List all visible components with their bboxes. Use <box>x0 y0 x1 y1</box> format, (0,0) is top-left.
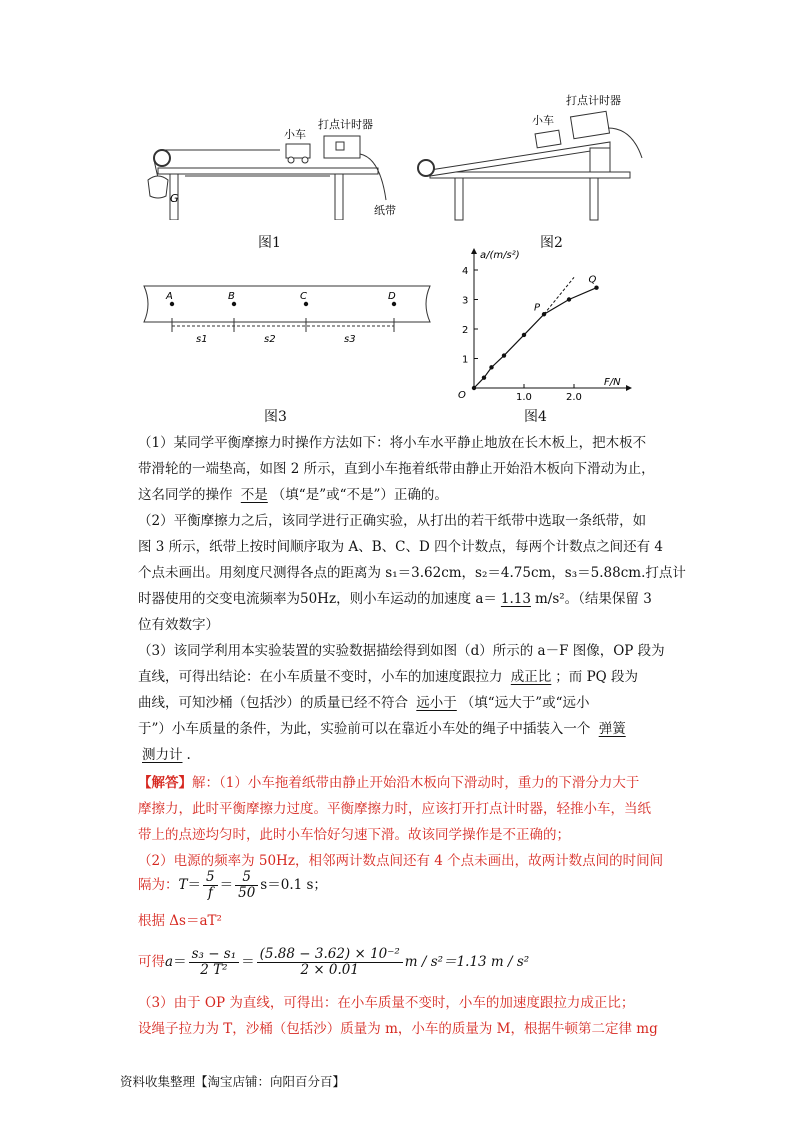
point-b <box>232 302 236 306</box>
timer-label: 打点计时器 <box>566 94 621 107</box>
y-axis-label: a/(m/s²) <box>480 250 520 261</box>
data-point <box>502 353 506 357</box>
label-s2: s2 <box>264 334 276 345</box>
point-c <box>304 302 308 306</box>
label-s3: s3 <box>344 334 356 345</box>
data-point <box>482 375 486 379</box>
cart-label: 小车 <box>284 128 306 141</box>
q2-line-1: （2）平衡摩擦力之后，该同学进行正确实验，从打出的若干纸带中选取一条纸带，如 <box>138 513 647 529</box>
x-axis-label: F/N <box>604 377 621 388</box>
solution-line-3: 带上的点迹均匀时，此时小车恰好匀速下滑。故该同学操作是不正确的； <box>138 827 570 843</box>
cart <box>286 144 310 158</box>
y-tick-label: 4 <box>462 266 469 277</box>
solution-line-9: 设绳子拉力为 T，沙桶（包括沙）质量为 m，小车的质量为 M，根据牛顿第二定律 mg <box>138 1021 658 1037</box>
q3-line-4: 于”）小车质量的条件，为此，实验前可以在靠近小车处的绳子中插装入一个 弹簧 <box>138 716 698 742</box>
q3-answer-1: 成正比 <box>510 669 552 685</box>
tape-label: 纸带 <box>374 204 396 217</box>
label-c: C <box>300 291 307 302</box>
figure-4-chart <box>448 246 638 406</box>
figure-3-tape <box>138 280 438 350</box>
label-b: B <box>228 291 235 302</box>
point-q-label: Q <box>588 274 597 286</box>
solution-line-4: （2）电源的频率为 50Hz，相邻两计数点间还有 4 个点未画出，故两计数点间的时间间 <box>138 853 664 869</box>
q3-line-5: 测力计 . <box>138 742 698 768</box>
table-top <box>158 168 378 174</box>
point-p-label: P <box>534 302 541 314</box>
label-a: A <box>166 291 173 302</box>
origin-label: O <box>458 390 466 401</box>
q2-line-4: 时器使用的交变电流频率为50Hz，则小车运动的加速度 a＝ 1.13 m/s²。（结果保留 3 <box>138 591 652 607</box>
dashed-extension <box>544 277 574 314</box>
figure-3-caption: 图3 <box>264 409 287 425</box>
figure-2-apparatus <box>410 92 650 222</box>
label-d: D <box>388 291 396 302</box>
solution-line-6: 根据 Δs＝aT² <box>138 913 222 929</box>
y-axis-arrow <box>471 248 477 254</box>
q3-line-3: 曲线，可知沙桶（包括沙）的质量已经不符合 远小于 （填“远大于”或“远小 <box>138 695 590 711</box>
timer-label: 打点计时器 <box>318 118 373 131</box>
y-tick-label: 1 <box>462 354 469 366</box>
q2-line-5: 位有效数字） <box>138 617 219 633</box>
table-leg <box>590 178 598 220</box>
x-tick-label: 2.0 <box>566 392 582 403</box>
y-tick-label: 2 <box>462 325 469 336</box>
y-tick-label: 3 <box>462 295 469 307</box>
point-a <box>170 302 174 306</box>
footer-text: 资料收集整理【淘宝店铺：向阳百分百】 <box>120 1074 346 1089</box>
q1-line-2: 带滑轮的一端垫高，如图 2 所示，直到小车拖着纸带由静止开始沿木板向下滑动为止， <box>138 461 655 477</box>
q3-line-1: （3）该同学利用本实验装置的实验数据描绘得到如图（d）所示的 a－F 图像，OP 段为 <box>138 643 665 659</box>
figure-4-caption: 图4 <box>524 409 547 425</box>
x-tick-label: 1.0 <box>516 392 532 403</box>
point-d <box>392 302 396 306</box>
data-point <box>472 386 476 390</box>
data-point <box>542 312 546 316</box>
x-axis-arrow <box>626 385 632 391</box>
pulley <box>154 150 170 166</box>
label-s1: s1 <box>196 334 208 345</box>
inclined-board <box>430 142 610 176</box>
data-point <box>567 297 571 301</box>
q1-answer: 不是 <box>240 487 268 503</box>
cart-label: 小车 <box>532 114 554 127</box>
data-point <box>594 286 598 290</box>
q3-answer-2: 远小于 <box>416 695 457 711</box>
q2-line-3: 个点未画出。用刻度尺测得各点的距离为 s₁＝3.62cm，s₂＝4.75cm，s₃＝5.88cm.打点计 <box>138 565 686 581</box>
q1-line-3: 这名同学的操作 不是 （填“是”或“不是”）正确的。 <box>138 487 448 503</box>
q2-answer: 1.13 <box>500 591 531 607</box>
paper-tape <box>360 154 386 200</box>
solution-line-7: 可得a＝ $\frac{\text{s₃ − s₁}}{\text{2 T²}}$ ＝ $\frac{\text{(5.88 − 3.62) × 10⁻²}}{2 \times 0.01}$ m / s²＝1.13 m / s² <box>138 946 530 978</box>
paper-tape <box>608 128 642 158</box>
pulley <box>418 160 434 176</box>
solution-line-5: 隔为：T＝ $\frac{5}{f}$ ＝ $\frac{5}{50}$ s＝0.1 s； <box>138 869 327 901</box>
timer <box>571 111 610 138</box>
wedge-block <box>590 148 610 172</box>
solution-line-8: （3）由于 OP 为直线，可得出：在小车质量不变时，小车的加速度跟拉力成正比； <box>138 995 635 1011</box>
data-point <box>522 333 526 337</box>
data-point <box>489 365 493 369</box>
figure-2-caption: 图2 <box>540 235 563 251</box>
sand-bucket <box>148 176 168 198</box>
weight-label: G <box>170 192 179 205</box>
cart <box>535 130 561 148</box>
figure-1-caption: 图1 <box>258 235 281 251</box>
table-leg <box>335 174 343 220</box>
q3-line-2: 直线，可得出结论：在小车质量不变时，小车的加速度跟拉力 成正比 ；而 PQ 段为 <box>138 669 639 685</box>
q1-line-1: （1）某同学平衡摩擦力时操作方法如下：将小车水平静止地放在长木板上，把木板不 <box>138 435 647 451</box>
q2-line-2: 图 3 所示，纸带上按时间顺序取为 A、B、C、D 四个计数点，每两个计数点之间还有 4 <box>138 539 663 555</box>
solution-line-2: 摩擦力，此时平衡摩擦力过度。平衡摩擦力时，应该打开打点计时器，轻推小车，当纸 <box>138 801 651 817</box>
table-top <box>430 172 630 178</box>
q3-answer-3b: 测力计 <box>142 747 183 763</box>
table-leg <box>455 178 463 220</box>
solution-tag: 【解答】 <box>138 775 192 791</box>
q3-answer-3a: 弹簧 <box>598 721 626 737</box>
solution-line-1: 【解答】解：（1）小车拖着纸带由静止开始沿木板向下滑动时，重力的下滑分力大于 <box>138 775 640 791</box>
figure-1-apparatus <box>140 110 400 220</box>
